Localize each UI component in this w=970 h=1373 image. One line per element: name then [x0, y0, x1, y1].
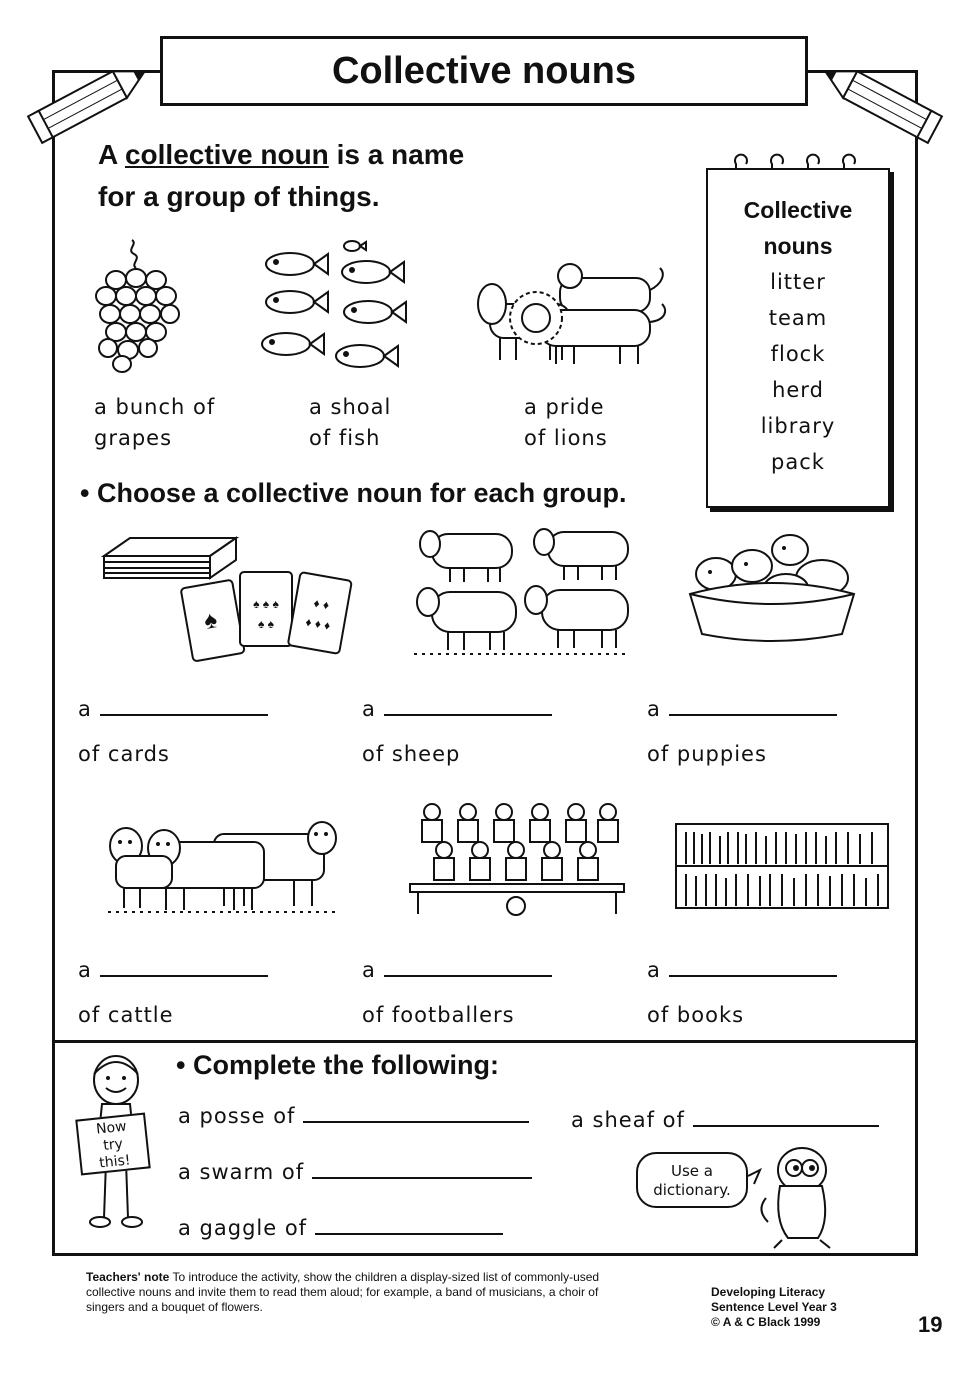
complete-gaggle: a gaggle of	[178, 1213, 503, 1244]
answer-blank[interactable]	[315, 1233, 503, 1235]
word-bank-notepad: Collective nouns litter team flock herd library pack	[706, 168, 890, 508]
word-bank-item: pack	[771, 450, 825, 474]
svg-text:♠: ♠	[201, 606, 220, 635]
book-info: Developing Literacy Sentence Level Year 3 © A & C Black 1999	[711, 1285, 837, 1329]
answer-blank[interactable]	[100, 714, 268, 716]
speech-bubble: Use a dictionary.	[636, 1152, 748, 1208]
group-cards: a of cards	[78, 694, 268, 770]
complete-swarm: a swarm of	[178, 1157, 532, 1188]
example-grapes: a bunch of grapes	[94, 395, 216, 450]
group-sheep: a of sheep	[362, 694, 552, 770]
footballers-icon	[404, 800, 629, 920]
notepad-title: Collective	[743, 197, 853, 223]
answer-blank[interactable]	[100, 975, 268, 977]
word-bank-item: team	[768, 306, 828, 330]
group-puppies: a of puppies	[647, 694, 837, 770]
sheep-icon	[410, 524, 635, 659]
answer-blank[interactable]	[312, 1177, 532, 1179]
pencil-right-icon	[806, 56, 956, 146]
fish-shoal-icon	[256, 236, 416, 376]
word-bank-item: litter	[770, 270, 826, 294]
page-number: 19	[918, 1312, 943, 1337]
svg-text:♠ ♠: ♠ ♠	[257, 617, 275, 631]
group-books: a of books	[647, 955, 837, 1031]
choose-heading: • Choose a collective noun for each group.	[80, 478, 627, 508]
grapes-icon	[86, 236, 186, 372]
now-try-this-sign: Now try this!	[75, 1112, 150, 1175]
answer-blank[interactable]	[693, 1125, 879, 1127]
page-title: Collective nouns	[160, 36, 808, 106]
answer-blank[interactable]	[303, 1121, 529, 1123]
answer-blank[interactable]	[669, 975, 837, 977]
svg-text:♦ ♦: ♦ ♦	[312, 595, 331, 613]
word-bank-item: herd	[772, 378, 824, 402]
answer-blank[interactable]	[669, 714, 837, 716]
owl-icon	[744, 1140, 844, 1250]
group-cattle: a of cattle	[78, 955, 268, 1031]
cattle-icon	[104, 820, 344, 915]
cards-icon	[100, 532, 360, 657]
svg-text:♦ ♦ ♦: ♦ ♦ ♦	[304, 614, 332, 633]
example-fish: a shoal of fish	[309, 395, 392, 450]
complete-sheaf: a sheaf of	[571, 1105, 879, 1136]
word-bank-item: flock	[770, 342, 826, 366]
teachers-note-label: Teachers' note	[86, 1270, 170, 1284]
example-lions: a pride of lions	[524, 395, 608, 450]
svg-text:♠ ♠ ♠: ♠ ♠ ♠	[253, 597, 279, 611]
bookshelf-icon	[672, 820, 892, 912]
intro-term: collective noun	[124, 139, 329, 170]
teachers-note: Teachers' note To introduce the activity, show the children a display-sized list of commonly-used collective nouns and invite them to read them aloud; for example, a band of musicians, a choir of singers and a bouquet of flowers.	[86, 1270, 600, 1314]
pencil-left-icon	[14, 56, 164, 146]
intro-text: A collective noun is a name for a group of things.	[98, 139, 465, 212]
complete-posse: a posse of	[178, 1101, 529, 1132]
word-bank-item: library	[760, 414, 836, 438]
answer-blank[interactable]	[384, 975, 552, 977]
answer-blank[interactable]	[384, 714, 552, 716]
complete-heading: • Complete the following:	[176, 1050, 499, 1080]
lions-icon	[470, 260, 680, 370]
section-divider	[52, 1040, 918, 1043]
puppies-icon	[682, 530, 862, 645]
group-footballers: a of footballers	[362, 955, 552, 1031]
